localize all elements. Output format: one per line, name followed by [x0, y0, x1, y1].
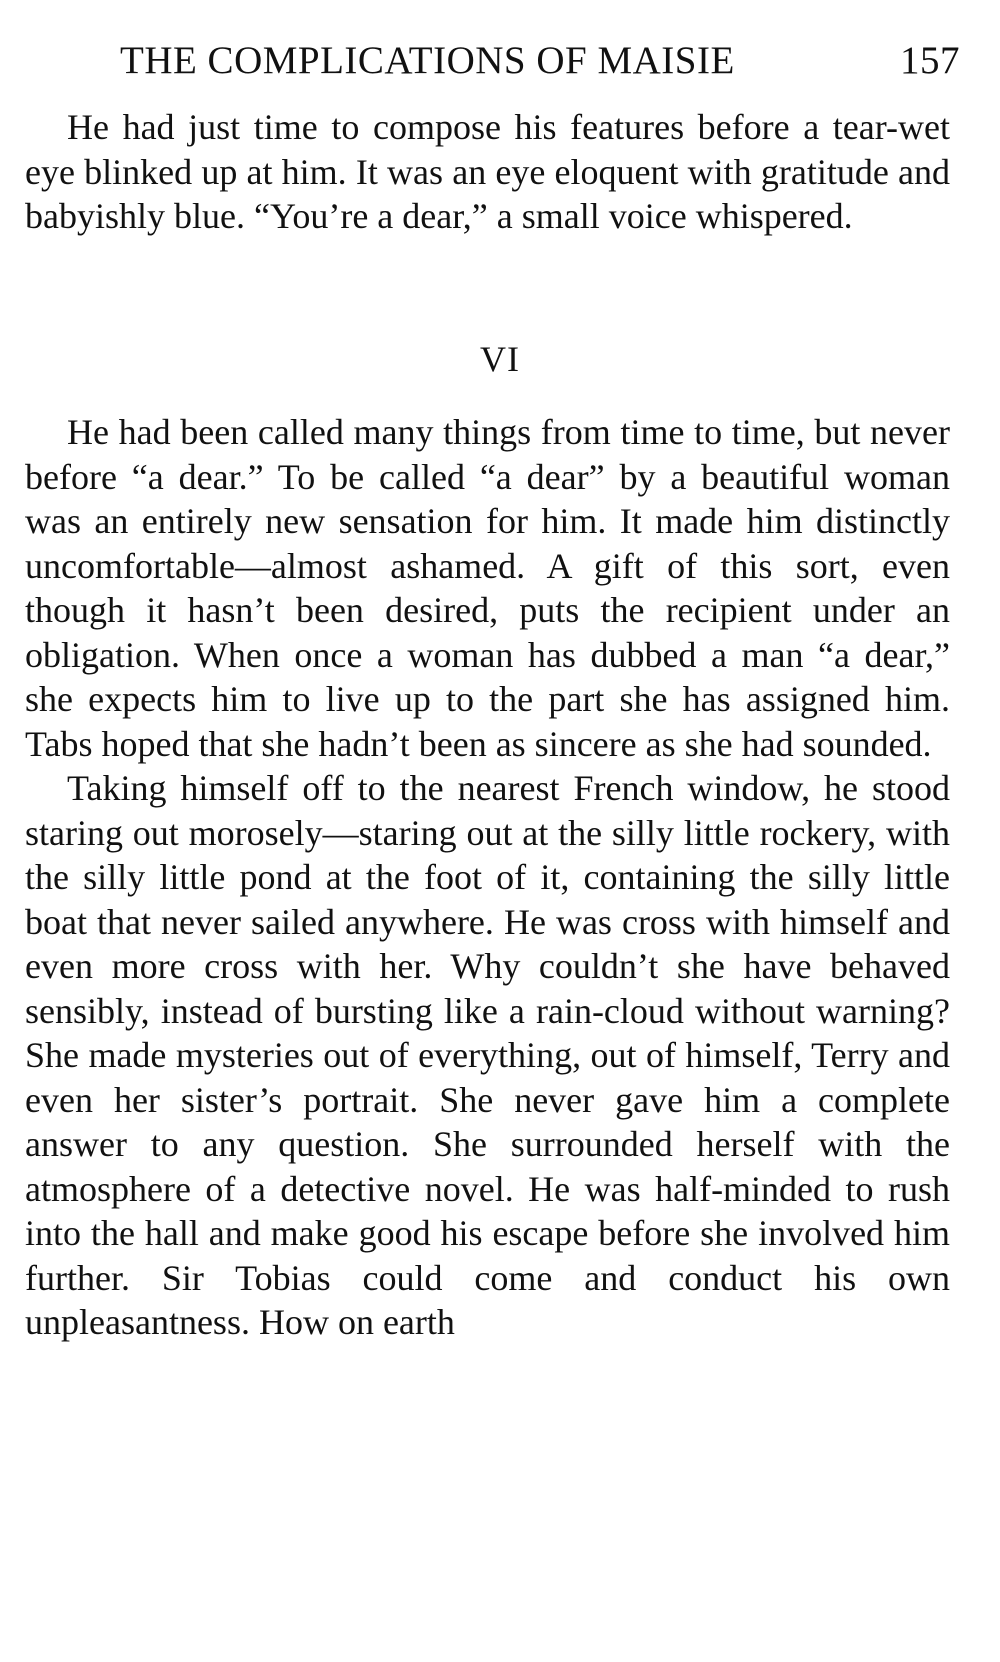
- section-continuation: [25, 105, 950, 239]
- running-header: [120, 38, 960, 83]
- paragraph: He had been called many things from time to time, but never before “a dear.” To be called “a dear” by a beautiful woman was an entirely new sensation for him. It made him distinctly uncomfortable—almost ashamed. A gift of this sort, even though it hasn’t been desired, puts the recipient under an obligation. When once a woman has dubbed a man “a dear,” she expects him to live up to the part she has assigned him. Tabs hoped that she hadn’t been as sincere as she had sounded.: [25, 412, 950, 764]
- chapter-heading: VI: [480, 339, 520, 379]
- running-title: THE COMPLICATIONS OF MAISIE: [120, 39, 735, 82]
- page-number: 157: [900, 39, 960, 82]
- paragraph: Taking himself off to the nearest French window, he stood staring out morosely—staring out at the silly little rockery, with the silly little pond at the foot of it, containing the silly little boat that never sailed anywhere. He was cross with himself and even more cross with her. Why couldn’t she have behaved sensibly, instead of bursting like a rain-cloud without warning? She made mysteries out of everything, out of himself, Terry and even her sister’s portrait. She never gave him a complete answer to any question. She surrounded herself with the atmosphere of a detective novel. He was half-minded to rush into the hall and make good his escape before she involved him further. Sir Tobias could come and conduct his own unpleasantness. How on earth: [25, 768, 950, 1342]
- chapter-body: [25, 410, 950, 1345]
- paragraph: He had just time to compose his features before a tear-wet eye blinked up at him. It was an eye eloquent with gratitude and babyishly blue. “You’re a dear,” a small voice whispered.: [25, 107, 950, 236]
